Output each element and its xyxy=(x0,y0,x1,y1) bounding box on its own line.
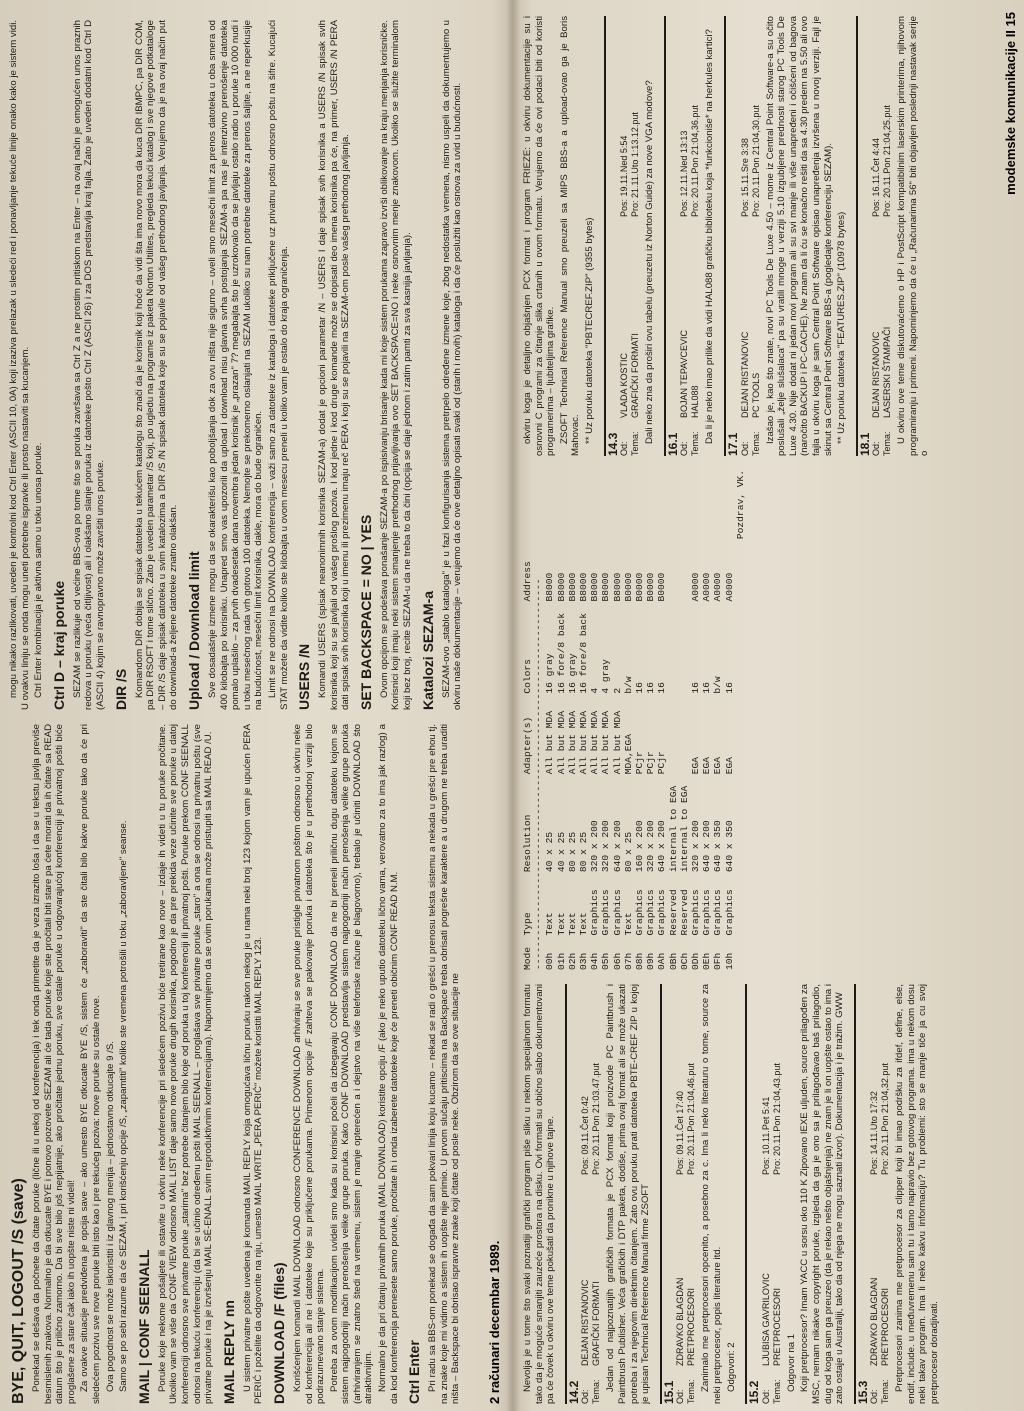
table-row: 10h Graphics 640 x 350 EGA 16 A0000 xyxy=(723,555,735,970)
message-body: Jedan od najpoznatijih grafičkih formata je PCX format koji proizvode PC Paintbrush i Paintbrush Publisher. Veća grafičkih i DTP paketa, dodiše, prima ovaj format ali se može ukazati potreba i za njegovim direktnim čitanjem. Zato ovu poruku prati datoteka PBTE-CREF ZIP u kojoj je upisan Technical Reference Manual firme ZSOFT xyxy=(605,984,652,1404)
paragraph: Samo se po sebi razume da će SEZAM, i pri korišćenju opcije /S, „zapamtiti" koliko ste vremena potrošili u toku „zaboravljene" seanse. xyxy=(118,820,130,1392)
heading-ctrl-enter: Ctrl Enter xyxy=(406,1340,423,1404)
right-footer xyxy=(1003,12,1018,1404)
table-row: 0Ah Graphics 640 x 200 PCjr 16 B0000 xyxy=(656,555,668,970)
table-row: 00h Text 40 x 25 All but MDA 16 gray B8000 xyxy=(544,555,556,970)
right-column-3: okviru koga je detaljno objašnjen PCX format i program FRIEZE: u okviru dokumentacije su i osnovni C programi za čitanje slika crtanih u ovom formatu. Verujemo da će ovi podaci biti od koristi programerima – ljubiteljima grafike. ZSOFT Technical Reference Manual smo preuzeli sa MIPS BBS-a a upload-ovao ga je Boris Mahovac. ** Uz poruku datoteka "PBTECREF.ZIP" (9355 bytes) 14.3 Od: VLADA KOSTIC Pos: 19.11.Ned 5:54 Tema: GRAFIČKI FORMATI Pro: 21.11.Uto 1:13.12.put Dali neko zna da proširi ovu tabelu (preuzetu iz Norton Guide) za nove VGA modove? 16.1 Od: BOJAN TEPAVCEVIC Pos: 12.11.Ned 13:13 Tema: HAL088 Pro: 20.11.Pon 21:04,36.put Da li je neko imao prilike da vidi HAL088 grafičku biblioteku koja *funkcioniše* na herkules kartici? 17.1 Od: DEJAN RISTANOVIC Pos: 15.11.Sre 3:38 Tema: PC TOOLS Pro: 20.11.Pon 21:04,30.put Izašao je, kao što znate, novi PC Tools De Luxe 4.50 – mome iz Central Point Software-a su očito poslušali „želje slušalaca" pa su vratili mnoge u verziji 5.10 izgubljene prednosti starog PC Tools De Luxe 4.30. Nije dodat ni jedan novi program ali su svi manje ili više unapređeni i očišćeni od bagova (naročito BACKUP i PC-CACHE). Ne znam da li ću se konačno rešiti da sa 4.30 predem na 5.50 ali ovo fajla u okviru koga je sam Central Point Software opisao unapređenja izvršena u novoj verziji. Fajl je skinut sa Central Point Software BBS-a (pogledajte konferenciju SEZAM). ** Uz poruku datoteka "FEATURES.ZIP" (10978 bytes) 18.1 Od: DEJAN RISTANOVIC Pos: 16.11.Čet 4:44 Tema: LASERSKI ŠTAMPAČI Pro: 20.11.Pon 21:04,25.put U okviru ove teme diskutovaćemo o HP i PostScript kompatibilnim laserskim printerima, njihovom programiranju i primeni. Napominjemo da će u „Računarima 56" biti objavljen poslednji nastavak serije o xyxy=(522,16,931,456)
paragraph: Potreba za ovom modifikacijom uvideli smo kada su korisnici počeli da izbegavaju CONF DOWNLOAD da ne bi preneli priličnu dugu datoteku kojom se sistem najpogodniji način prenošenja velike grupe poruka. Kako CONF DOWNLOAD predstavlja sistem najpogodniji način prenošenja velike grupe poruka (arhiviranjem se znatno štedi na vremenu, sistem je manje opterećen a i dejstvo na više telefonske račune je blagovorno), trebalo je učiniti DOWNLOAD što atraktivnijim. xyxy=(328,724,375,1404)
paragraph: Sve dosadašnje izmene mogu da se okarakterišu kao poboljšanja dok za ovu ništa nije sigurno – uveli smo mesečni limit za prenos datoteka u oba smera od 400 kilobajta po korisniku. Unapred smo vas upozorili da upload i download nisu glavna svrha postojanja SEZAM-a pa nas je intenzivno prenošenje datoteka pomalo uplašilo – za prvih dvadesetak dana novembra jedan korisnik je „prazan" 7? megabajta što je uzrokovalo da se javljaju ostalo radio u poruke 10 000 nudi i u toku mesečnog rada vrh gotovo 100 datoteka. Nemojte se prekomerno oslanjati na SEZAM ukoliko su nam potrebne datoteke za prenos šaljite, a ne reperkusije na budućnost, mesečni limit korisnika, dakle, mora do bude ograničen. xyxy=(206,20,265,710)
paragraph: Komandi USERS (spisak neanonimnih korisnika SEZAM-a) dodat je opcioni parametar /N – USERS I daje spisak svih korisnika a USERS /N spisak svih korisnika koji su se javljali od vašeg prošlog poziva. I kod jedne i kod druge komande može se dopisati deo imena korisnika pa će, na primer, USERS /N PERA dati spisak svih korisnika koji u imenu ili prezimenu imaju reč PERA i koji su se pojavili na SEZAM-om posle vašeg prethodnog javljanja. xyxy=(317,20,352,710)
table-rule: -------------------------------------------------------------------- xyxy=(533,578,545,970)
message-17-1: 17.1 Od: DEJAN RISTANOVIC Pos: 15.11.Sre 3:38 Tema: PC TOOLS Pro: 20.11.Pon 21:04,30.put Izašao je, kao što znate, novi PC Tools De Luxe 4.50 – mome iz Central Point Software-a su očito poslušali „želje slušalaca" pa su vratili mnoge u verziji 5.10 izgubljene prednosti starog PC Tools De Luxe 4.30. Nije dodat ni jedan novi program ali su svi manje ili više unapređeni i očišćeni od bagova (naročito BACKUP i PC-CACHE). Ne znam da li ću se konačno rešiti da sa 4.30 predem na 5.50 ali ovo fajla u okviru koga je sam Central Point Software opisao unapređenja izvršena u novoj verziji. Fajl je skinut sa Central Point Software BBS-a (pogledajte konferenciju SEZAM). ** Uz poruku datoteka "FEATURES.ZIP" (10978 bytes) xyxy=(725,16,848,456)
table-row: 0Eh Graphics 640 x 200 EGA 16 A0000 xyxy=(701,555,713,970)
table-row: 07h Text 80 x 25 MDA,EGA b/w B0000 xyxy=(622,555,634,970)
paragraph: Korišćenjem komandi MAIL DOWNLOAD odnosno CONFERENCE DOWNLOAD arhiviraju se sve poruke pristigle privatnom poštom odnosno u okviru neke od konferencija ali ne i datoteke koje su priključene porukama. Primenom opcije /F zahteva se pakovanje poruka i datoteka što je u prethodnoj verziji bilo podrazumevano stanje sistema. xyxy=(291,724,327,1404)
table-row: 08h Graphics 160 x 200 PCjr 16 B0000 xyxy=(634,555,646,970)
paragraph: Za ovakve situacije predviđena je opcija save – ako umesto BYE otkucate BYE /S, sistem će „zaboraviti" da ste čitali bilo kakve poruke tako da će pri sledećem pozivu sve nove poruke biti isto kao i pre tekućeg poziva: nove poruke su ostale nove. xyxy=(79,724,102,1404)
video-modes-table-body xyxy=(522,470,735,970)
message-posted: Pos: 09.11.Čet 0:42 xyxy=(580,1096,591,1175)
message-15-1: 15.1 Od: ZDRAVKO BLAGDAN Pos: 09.11.Čet 17:40 Tema: PRETPROCESORI Pro: 20.11.Pon 21:04,46.put Zanimalo me pretprocesori opcenito, a posebno za c. Ima li neko literaturu o tome, source za neki pretprocesor, popis literature itd. Odgovori: 2 xyxy=(661,984,737,1404)
table-row: 0Fh Graphics 640 x 350 EGA b/w A0000 xyxy=(712,555,724,970)
table-row: 0Ch Reserved internal to EGA xyxy=(678,555,690,970)
issue-line: 2 računari decembar 1989. xyxy=(487,1240,502,1404)
heading-bye-quit: BYE, QUIT, LOGOUT /S (save) xyxy=(10,1178,27,1404)
left-column-1 xyxy=(8,724,478,1404)
paragraph: mogu nikako razlikovati, uveden je kontrolni kod Ctrl Enter (ASCII 10, 0A) koji izaziva prelazak u sledeći red i ponavljanje tekuće linije onako kako je sistem vidi. U ovakvu liniju se onda mogu uneti potrebne ispravke ili prosto nastaviti sa kucanjem. xyxy=(8,20,31,710)
table-row: 09h Graphics 320 x 200 PCjr 16 B0000 xyxy=(645,555,657,970)
paragraph: Komandom DIR dobija se spisak datoteka u tekućem katalogu što znači da je korisnik koji hoće da vidi šta ima novo mora da kuca DIR IBMPC, pa DIR COM, pa DIR RSOFT i tome slično. Zato je uveden parametar /S koji, po ugledu na programe iz paketa Norton Utilites, pregleda tekući katalog i sve njegove potkataloge – DIR /S daje spisak datoteka u svim katalozima a DIR /S /N spisak datoteka koje su se pojavile od vašeg prethodnog javljanja. Verujemo da je na ovaj način put do download-a željene datoteke znatno olakšan. xyxy=(133,20,180,710)
message-15-2: 15.2 Od: LJUBISA GAVRILOVIC Pos: 10.11.Pet 5:41 Tema: PRETPROCESORI Pro: 20.11.Pon 21:04,43.put Odgovor na 1 Koji pretprocesor? Imam YACC u sorsu oko 110 K Zipovano IEXE uljuden, source prilagođen za MSC, nemam nikakve copyright poruke, izgleda da ga je ono sa je prilagođavao baš prilagodio, dug od koga sam ga preuzeo (da je rekao nešto objašnjenja) ne znam je li on uopšte ostao to ima i zato ostaje u Australiji, tako da od njega ne mogu saznati izvor). Dokumentacija i je tražim. GWW xyxy=(747,984,846,1404)
message-15-3: 15.3 Od: ZDRAVKO BLAGDAN Pos: 14.11.Uto 17:32 Tema: PRETPROCESORI Pro: 20.11.Pon 21:04,32.put Pretprocesori zanima me pretprocesor za clipper koji bi imao podršku za ifdef, define, else, endif, include. u međuvremenu sam tu i tamo napravio bez gotovog programa. ima u nekom dosu neki takav program. Ima li neko kakvu informaciju? Tu problemi: sto se manje tiče ja cu svoj pretprocesor doradjivati. xyxy=(855,984,941,1404)
paragraph: Normalno je da pri čitanju privatnih poruka (MAIL DOWNLOAD) koristite opciju /F (ako je neko uputio datoteku lično vama, verovatno za to ima jak razlog) a da kod konferencija prenesete samo poruke, pročitate ih i onda izaberete datoteke koje će preneti običnim CONF READ N.M. xyxy=(377,724,400,1404)
paragraph: Ctrl Enter kombinacija je aktivna samo u toku unosa poruke. xyxy=(33,442,45,698)
heading-users-n: USERS /N xyxy=(296,643,313,710)
signature: Pozdrav, VK. xyxy=(734,470,746,540)
heading-mail-conf-seenall: MAIL | CONF SEENALL xyxy=(135,1249,152,1404)
table-row: 0Dh Graphics 320 x 200 EGA 16 A0000 xyxy=(690,555,702,970)
table-row: 03h Text 80 x 25 All but MDA 16 fore/8 back B8000 xyxy=(578,555,590,970)
paragraph: SEZAM se razlikuje od većine BBS-ova po tome što se poruka završava sa Ctrl Z a ne prostim pritiskom na Enter – na ovaj način je omogućen unos praznih redova u poruku (veća čitljivost) ali i olakšano slanje poruka iz datoteke pošto Ctrl Z (ASCII 26) i za DOS predstavlja kraj fajla. Zato je uveden dodatni kod Ctrl D (ASCII 4) kojim se ravnopravno može završiti unos poruke. xyxy=(71,20,106,710)
message-14-3: 14.3 Od: VLADA KOSTIC Pos: 19.11.Ned 5:54 Tema: GRAFIČKI FORMATI Pro: 21.11.Uto 1:13.12.put Dali neko zna da proširi ovu tabelu (preuzetu iz Norton Guide) za nove VGA modove? xyxy=(604,16,656,456)
table-header: Mode Type Resolution Adapter(s) Colors Address xyxy=(522,555,533,970)
heading-mail-reply: MAIL REPLY nn xyxy=(220,1300,237,1404)
heading-dir-s: DIR /S xyxy=(112,668,129,710)
left-column-2 xyxy=(8,20,478,710)
message-from: DEJAN RISTANOVIC xyxy=(580,1279,591,1366)
paragraph: Limit se ne odnosi na DOWNLOAD konferencija – važi samo za datoteke iz kataloga i datoteke priključene uz privatnu poštu odnosno poštu na šifre. Kucajući STAT možete da vidite koliko ste kilobajta u ovom mesecu preneli u koliko vam je ostalo do kraja ograničenja. xyxy=(266,20,290,710)
section-title: modemske komunikacije II 15 xyxy=(1003,12,1018,195)
message-18-1: 18.1 Od: DEJAN RISTANOVIC Pos: 16.11.Čet 4:44 Tema: LASERSKI ŠTAMPAČI Pro: 20.11.Pon 21:04,25.put U okviru ove teme diskutovaćemo o HP i PostScript kompatibilnim laserskim printerima, njihovom programiranju i primeni. Napominjemo da će u „Računarima 56" biti objavljen poslednji nastavak serije o xyxy=(857,16,931,456)
right-page xyxy=(522,12,1016,1404)
message-read: Pro: 20.11.Pon 21:03.47.put xyxy=(591,1063,602,1175)
paragraph: SEZAM-ovo „stablo kataloga" je u fazi konfigurisanja sistema pretrpelo određene izmene koje, zbog nedostatka vremena, nismo uspeli da dokumentujemo u okviru naše dokumentacije – verujemo da će ove detaljno opisati svaki od (starih i novih) kataloga i da će poslužiti kao osnova za uvid u budućnosti. xyxy=(440,20,464,710)
message-number: 14.2 xyxy=(566,1380,581,1404)
left-footer xyxy=(487,12,502,1404)
heading-download-f: DOWNLOAD /F (files) xyxy=(270,1262,287,1404)
message-16-1: 16.1 Od: BOJAN TEPAVCEVIC Pos: 12.11.Ned 13:13 Tema: HAL088 Pro: 20.11.Pon 21:04,36.put Da li je neko imao prilike da vidi HAL088 grafičku biblioteku koja *funkcioniše* na herkules kartici? xyxy=(664,16,716,456)
table-row: 06h Graphics 640 x 200 All but MDA 2 B8000 xyxy=(611,555,623,970)
paragraph: Ova pogodnost se može iskoristiti i iz glavnog menija – jednostavno otkucajte 9 /S. xyxy=(104,1041,116,1392)
heading-upload-download-limit: Upload / Download limit xyxy=(185,551,202,710)
paragraph: Pri radu sa BBS-om ponekad se događa da sam pokvari linija koju kucamo – nekad se radi o grešci u prenosu teksta sistemu a nekada u grešci pre ehou tj. na znake koje mi vidimo a sistem ih uopšte nije primio. U prvom slučaju pritiscima na Backspace treba obrisati pogrešne karaktere a u drugom ne treba uraditi ništa – Backspace bi obrisao ispravne znake koji čitate od posle neke. Obzirom da se ove situacije ne xyxy=(427,724,462,1404)
heading-ctrl-d: Ctrl D – kraj poruke xyxy=(50,580,67,710)
paragraph: U sistem privatne pošte uvedena je komanda MAIL REPLY koja omogućava ličnu poruku nakon nekog je u nama neki broj 123 kojom vam je upućen PERA PERIĆ i poželite da odgovorite na nju, umesto MAIL WRITE „PERA PERIĆ" možete koristiti MAIL REPLY 123. xyxy=(241,724,265,1404)
paragraph: Nevolja je u tome što svaki poznatiji grafički program piše sliku u nekom specijalnom formatu tako da je moguće smanjiti zauzeće prostora na disku. Ovi formati su obično slabo dokumentovani pa će čovek u okviru ove teme pokušati da pronikne u njihove tajne. xyxy=(522,984,557,1404)
paragraph: Poruke koje nekome pošaljete ili ostavite u okviru neke konferencije pri sledećem pozivu biće tretirane kao nove – izdaje ih videti u tu poruke pročitane. Ukoliko vam se više da CONF VIEW odnosno MAIL LIST daje samo nove poruke drugih korisnika, pogodno je da pre prekida veze učinite sve poruke u datoj konferenciji odnosno sve privatne poruke „starima" bez potrebe čitanjem bilo koje od poruka u toj konferenciji ili privatnoj pošti. Poruke prekom CONF SEENALL odnosi na tekuću konferenciju (da bi se učinio određenu pošti MAIL SEENALL – proglašava sve privatne poruke „staro" a ona se odnosi na privatnu poštu (sve privatne poruke i na je izvršenju MAIL SÉ-ENALL svim reproduktivnim konferencijama). Napominjemo da se ovim porukama može pristupiti sa MAIL READ /U. xyxy=(156,724,215,1404)
table-row: 02h Text 80 x 25 All but MDA 16 gray B8000 xyxy=(566,555,578,970)
table-row: 04h Graphics 320 x 200 All but MDA 4 B8000 xyxy=(589,555,601,970)
message-topic: GRAFIČKI FORMATI xyxy=(591,1281,602,1366)
right-column-1 xyxy=(522,984,996,1404)
paragraph: Ponekad se dešava da počnete da čitate poruke (lične ili u nekoj od konferencija) i tek onda primetite da je veza izrazito loša i da se u tekstu javlja previše besmislenih znakova. Normalno je da otkucate BYE i ponovo pozovete SEZAM ali će tada poruke koje ste pročitali biti stare pa ćete morati da ih čitate sa READ datum što je prilično zamorno. Da bi sve bilo još nepijatnije, ako pročitate jednu poruku, sve ostale poruke u odgovarajućoj konferenciji je privatnoj pošti biće proglašene za stare čak iako ih uopšte niste ni videli! xyxy=(31,724,77,1404)
heading-katalozi-sezama: Katalozi SEZAM-a xyxy=(419,590,436,710)
table-row: 01h Text 40 x 25 All but MDA 16 fore/8 back B8000 xyxy=(555,555,567,970)
table-row: 0Bh Reserved internal to EGA xyxy=(667,555,679,970)
heading-set-backspace: SET BACKSPACE = NO | YES xyxy=(357,514,374,710)
attachment-note: ** Uz poruku datoteka "PBTECREF.ZIP" (9355 bytes) xyxy=(583,217,595,444)
video-modes-table xyxy=(522,470,996,970)
paragraph: Ovom opcijom se podešava ponašanje SEZAM-a po ispisivanju brisanje kada mi koje sistem porukama zapravo izvrši oblikovanje na kraju menjanja korisničke. Korisnici koji imaju neki sistem smanjenje prethodnog prijavljivanja ovo SET BACKSPACE=NO i neke osnovnim menje znakovom. Ukoliko se služite terminalom koji bez broj, recite SEZAM-u da ne treba to da čini (opcija se daje jednom i zatim pamti za sva kasnija javljanja). xyxy=(378,20,414,710)
left-page xyxy=(8,12,500,1404)
message-14-2 xyxy=(565,984,652,1404)
table-row: 05h Graphics 320 x 200 All but MDA 4 gray B8000 xyxy=(600,555,612,970)
message-meta: Od: DEJAN RISTANOVIC Pos: 09.11.Čet 0:42 Tema: GRAFIČKI FORMATI Pro: 20.11.Pon 21:03.47.put xyxy=(580,984,602,1404)
